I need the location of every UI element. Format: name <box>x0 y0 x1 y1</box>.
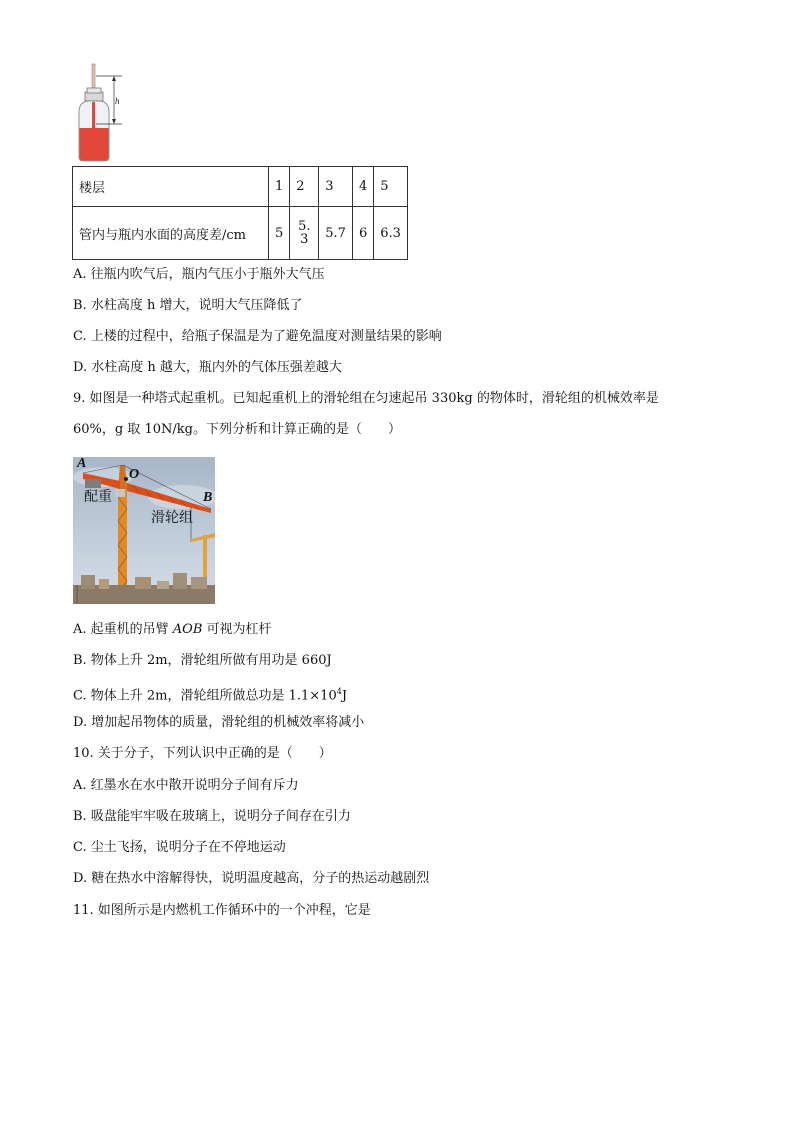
counterweight-label: 配重 <box>84 490 112 505</box>
table-cell: 1 <box>269 167 290 207</box>
table-cell <box>290 207 319 260</box>
q9-option-b[interactable]: B. 物体上升 2m，滑轮组所做有用功是 660J <box>73 653 332 668</box>
table-cell: 5 <box>269 207 290 260</box>
q10-stem: 10. 关于分子，下列认识中正确的是（ ） <box>73 746 332 761</box>
bottle-figure <box>70 62 130 164</box>
option-a-suffix: 可视为杠杆 <box>202 622 272 637</box>
option-c-prefix: C. 物体上升 2m，滑轮组所做总功是 1.1×10 <box>73 688 337 704</box>
table-cell: 3 <box>319 167 353 207</box>
q9-option-d[interactable]: D. 增加起吊物体的质量，滑轮组的机械效率将减小 <box>73 715 365 730</box>
q8-option-b[interactable]: B. 水柱高度 h 增大，说明大气压降低了 <box>73 298 303 313</box>
q9-option-a[interactable] <box>73 621 272 639</box>
q9-stem-line2: 60%，g 取 10N/kg。下列分析和计算正确的是（ ） <box>73 422 401 437</box>
pulley-block-label: 滑轮组 <box>151 511 193 526</box>
q10-option-d[interactable]: D. 糖在热水中溶解得快，说明温度越高，分子的热运动越剧烈 <box>73 871 430 886</box>
table-cell: 5.7 <box>319 207 353 260</box>
floor-height-table <box>72 166 408 260</box>
row-header-height-diff: 管内与瓶内水面的高度差/cm <box>73 207 269 260</box>
option-c-unit: J <box>341 688 348 704</box>
crane-photo <box>73 457 215 604</box>
crane-illustration <box>73 457 215 604</box>
q10-option-a[interactable]: A. 红墨水在水中散开说明分子间有斥力 <box>73 778 299 793</box>
q9-stem-line1: 9. 如图是一种塔式起重机。已知起重机上的滑轮组在匀速起吊 330kg 的物体时，滑轮组的机械效率是 <box>73 391 659 406</box>
q8-option-a[interactable]: A. 往瓶内吹气后，瓶内气压小于瓶外大气压 <box>73 267 325 282</box>
table-cell: 5 <box>374 167 408 207</box>
row-header-floor: 楼层 <box>73 167 269 207</box>
option-a-prefix: A. 起重机的吊臂 <box>73 622 173 637</box>
table-row <box>73 167 408 207</box>
q10-option-b[interactable]: B. 吸盘能牢牢吸在玻璃上，说明分子间存在引力 <box>73 809 351 824</box>
q8-option-d[interactable]: D. 水柱高度 h 越大，瓶内外的气体压强差越大 <box>73 360 342 375</box>
table-cell: 2 <box>290 167 319 207</box>
stacked-value: 5.3 <box>298 218 311 247</box>
q10-option-c[interactable]: C. 尘土飞扬，说明分子在不停地运动 <box>73 840 286 855</box>
table-cell: 6 <box>352 207 373 260</box>
point-o-label: O <box>129 467 140 482</box>
q11-stem: 11. 如图所示是内燃机工作循环中的一个冲程，它是 <box>73 903 371 918</box>
point-a-label: A <box>77 457 87 471</box>
aob-label: AOB <box>172 622 203 637</box>
table-cell: 4 <box>352 167 373 207</box>
h-label: h <box>115 96 120 106</box>
table-cell: 6.3 <box>374 207 408 260</box>
table-row <box>73 207 408 260</box>
option-c-exponent: 4 <box>336 687 342 696</box>
q8-option-c[interactable]: C. 上楼的过程中，给瓶子保温是为了避免温度对测量结果的影响 <box>73 329 442 344</box>
point-b-label: B <box>203 490 213 505</box>
q9-option-c[interactable] <box>73 683 347 705</box>
